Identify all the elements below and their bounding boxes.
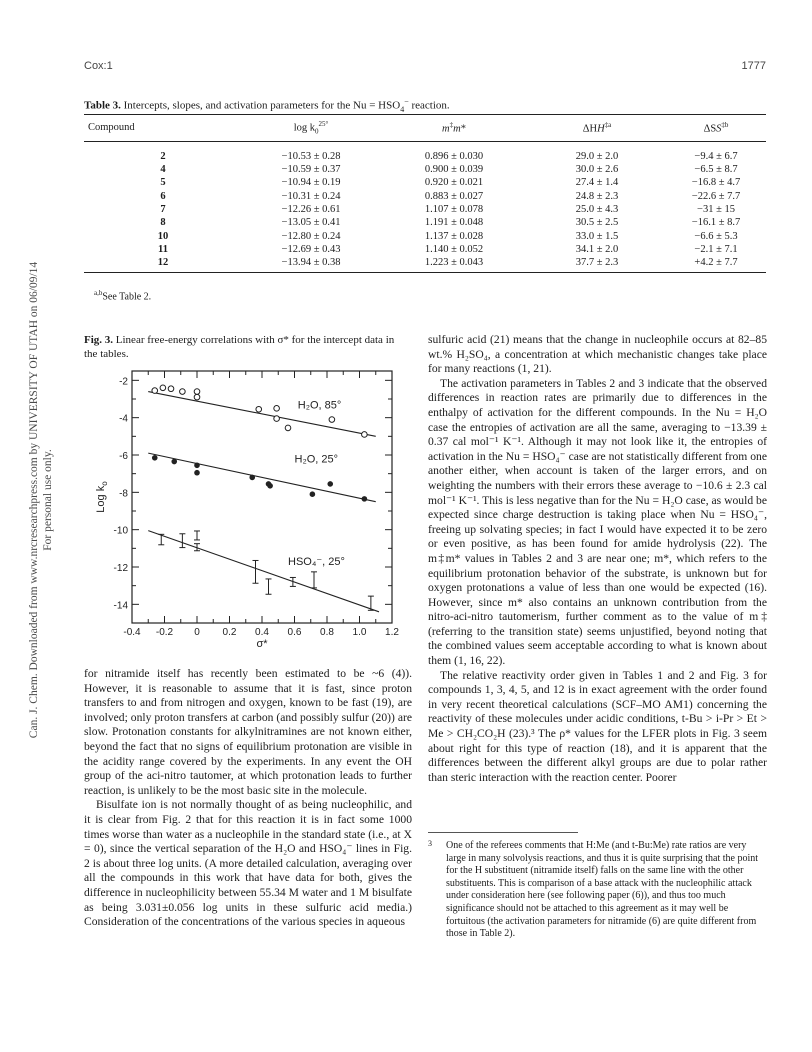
cell-compound: 12 xyxy=(84,256,242,273)
data-point xyxy=(256,406,262,412)
data-point xyxy=(285,425,291,431)
y-tick-label: -2 xyxy=(119,376,128,388)
footnote-number: 3 xyxy=(428,839,432,848)
x-tick-label: 0 xyxy=(194,627,200,638)
table-3 xyxy=(84,114,766,273)
data-point xyxy=(152,388,158,394)
cell-compound: 6 xyxy=(160,190,166,202)
table-row xyxy=(84,243,766,256)
cell-dh: 30.5 ± 2.5 xyxy=(575,217,619,229)
right-column xyxy=(428,333,767,785)
data-point xyxy=(194,462,200,468)
cell-ds: −31 ± 15 xyxy=(697,203,735,215)
cell-ds: −6.6 ± 5.3 xyxy=(694,230,738,242)
running-head: Cox:1 xyxy=(84,60,113,72)
left-column xyxy=(84,667,412,930)
cell-log-k: −12.80 ± 0.24 xyxy=(281,230,341,242)
series-label-0: H₂O, 85° xyxy=(297,399,342,412)
data-point xyxy=(327,481,333,487)
page-number: 1777 xyxy=(741,60,766,72)
data-point xyxy=(329,417,335,423)
cell-m: 1.191 ± 0.048 xyxy=(424,217,484,229)
y-tick-label: -6 xyxy=(119,451,128,462)
cell-compound: 4 xyxy=(160,164,166,176)
x-tick-label: -0.4 xyxy=(123,627,141,638)
cell-compound: 11 xyxy=(158,243,168,255)
cell-m: 0.920 ± 0.021 xyxy=(424,177,484,189)
y-tick-label: -4 xyxy=(119,413,128,425)
table-body xyxy=(84,141,766,273)
cell-m: 0.900 ± 0.039 xyxy=(424,164,484,176)
cell-compound: 2 xyxy=(160,150,166,162)
cell-dh: 34.1 ± 2.0 xyxy=(575,243,619,255)
data-point xyxy=(194,389,200,395)
data-point xyxy=(152,455,158,461)
cell-log-k: −12.26 ± 0.61 xyxy=(281,203,341,215)
cell-ds: −16.1 ± 8.7 xyxy=(691,217,741,229)
data-point xyxy=(310,491,316,497)
cell-compound: 8 xyxy=(160,217,166,229)
data-point xyxy=(362,496,368,502)
right-paragraph-2: The activation parameters in Tables 2 and 3 indicate that the observed differences in reaction rates are primarily due to differences in the enthalpy of activation for the different compounds. In the Nu = H₂O case the entropies of activation are all the same, averaging to −13.39 ± 0.37 cal mol⁻¹ K⁻¹. Although it may not look like it, the entropies of activation in the Nu = HSO₄⁻ case are not statistically different from one another either, when account is taken of the larger errors, and on weighting the numbers with their errors these average to −10.6 ± 2.3 cal mol⁻¹ K⁻¹. This is less negative than for the Nu = H₂O case, as would be expected since charge destruction is taking place when Nu = HSO₄⁻, freeing up solvating species; in fact I would have expected it to be zero or even positive, as has been found for amide hydrolysis (22). The m‡m* values in Tables 2 and 3 are near one; m*, which refers to the equilibrium protonation behavior of the substrate, is unknown but for oxygen protonations a value of less than one would be expected (16). However, since m* also contains an unknown contribution from the nitro-aci-nitro tautomerism, further comment as to the value of m‡ (referring to the transition state) seems unjustified, beyond noting that the combined values seem acceptable according to what is known about them (1, 16, 22). xyxy=(428,376,767,668)
table-caption-tail: reaction. xyxy=(408,99,450,112)
cell-dh: 33.0 ± 1.5 xyxy=(575,230,619,242)
cell-log-k: −10.94 ± 0.19 xyxy=(281,177,341,189)
figure-caption-label: Fig. 3. xyxy=(84,334,114,346)
x-tick-label: 0.4 xyxy=(255,627,269,638)
x-tick-label: 1.2 xyxy=(385,627,399,638)
table-row xyxy=(84,141,766,163)
cell-dh: 29.0 ± 2.0 xyxy=(575,150,619,162)
x-tick-label: -0.2 xyxy=(155,627,174,638)
cell-m: 1.140 ± 0.052 xyxy=(424,243,484,255)
table-row xyxy=(84,176,766,189)
col-compound: Compound xyxy=(84,115,242,142)
table-row xyxy=(84,256,766,273)
download-notice xyxy=(27,220,55,780)
col-log-k: $\log k_0^{25^\circ}$ xyxy=(242,115,380,142)
footnote-rule xyxy=(428,832,578,833)
table-row xyxy=(84,189,766,202)
cell-log-k: −10.59 ± 0.37 xyxy=(281,164,341,176)
cell-dh: 30.0 ± 2.6 xyxy=(575,164,619,176)
y-axis-label: Log $k_o$ xyxy=(95,481,109,513)
cell-ds: −22.6 ± 7.7 xyxy=(691,190,741,202)
y-axis-label-sub: o xyxy=(100,481,109,486)
data-point xyxy=(249,475,255,481)
series-label-2: HSO₄⁻, 25° xyxy=(288,556,345,569)
left-paragraph-2: Bisulfate ion is not normally thought of as being nucleophilic, and it is clear from Fig. 2 that for this reaction it is in fact some 1000 times worse than water as a nucleophile in the standard state (i.e., at X = 0), since the vertical separation of the H₂O and HSO₄⁻ lines in Fig. 2 is about three log units. (A more detailed calculation, averaging over all the compounds in this work that have data for both, gives the difference in nucleophilicity between 55.34 M water and 1 M bisulfate as being 3.031±0.056 log units in these sulfuric acid media.) Consideration of the concentrations of the various species in aqueous xyxy=(84,798,412,929)
cell-compound: 5 xyxy=(160,177,166,189)
cell-log-k: −13.05 ± 0.41 xyxy=(281,217,341,229)
cell-dh: 37.7 ± 2.3 xyxy=(528,256,666,273)
col-m: m‡m* xyxy=(380,115,528,142)
table-header-row xyxy=(84,115,766,142)
fit-line-1 xyxy=(148,453,376,502)
table-caption-text: Intercepts, slopes, and activation parameters for the Nu = HSO xyxy=(120,99,401,112)
series-label-1: H₂O, 25° xyxy=(294,453,339,466)
table-row xyxy=(84,216,766,229)
cell-ds: −6.5 ± 8.7 xyxy=(694,164,738,176)
y-tick-label: -12 xyxy=(113,563,128,574)
y-tick-label: -14 xyxy=(113,600,128,612)
cell-compound: 7 xyxy=(160,203,166,215)
cell-dh: 25.0 ± 4.3 xyxy=(575,203,619,215)
figure-caption xyxy=(84,333,409,361)
table-caption: Table 3. Intercepts, slopes, and activation parameters for the $Nu = HSO_4^-$ reaction. xyxy=(84,97,450,114)
cell-m: 1.137 ± 0.028 xyxy=(424,230,484,242)
data-point xyxy=(180,389,186,395)
cell-log-k: −13.94 ± 0.38 xyxy=(242,256,380,273)
x-tick-label: 0.6 xyxy=(287,627,302,638)
right-paragraph-1: sulfuric acid (21) means that the change in nucleophile occurs at 82–85 wt.% H₂SO₄, a concentration at which mechanistic changes take place for many reactions (1, 21). xyxy=(428,333,767,376)
x-tick-label: 1.0 xyxy=(352,627,367,638)
cell-log-k: −10.31 ± 0.24 xyxy=(281,190,341,202)
download-notice-line-2: For personal use only. xyxy=(42,449,54,551)
x-tick-label: 0.8 xyxy=(320,627,334,638)
table-row xyxy=(84,163,766,176)
right-paragraph-3: The relative reactivity order given in Tables 1 and 2 and Fig. 3 for compounds 1, 3, 4, 5, and 12 is in exact agreement with the order found in very recent theoretical calculations (SCF–MO AM1) concerning the reactivity of these molecules under acidic conditions, t-Bu > i-Pr > Et > Me > CH₂CO₂H (23).³ The ρ* values for the LFER plots in Fig. 3 seem about right for this type of reaction (18), and it is apparent that the differences between the different alkyl groups are due to polar rather than steric interaction with the reaction center. Poorer xyxy=(428,668,767,784)
data-point xyxy=(267,483,273,489)
y-tick-label: -10 xyxy=(113,525,128,537)
data-point xyxy=(194,394,200,400)
figure-3-chart xyxy=(84,365,414,655)
cell-dh: 27.4 ± 1.4 xyxy=(575,177,619,189)
table-footnote: $^{a,b}$See Table 2. xyxy=(94,289,152,303)
data-point xyxy=(274,416,280,422)
cell-dh: 24.8 ± 2.3 xyxy=(575,190,619,202)
left-paragraph-1: for nitramide itself has recently been estimated to be ~6 (4)). However, it is reasonable to assume that it is fast, since proton transfers to and from nitrogen and oxygen, known to be fast (19), are involved; only proton transfers at carbon (and possibly sulfur (20)) are slow. Protonation constants for alkylnitramines are not known either, beyond the fact that no signs of equilibrium protonation are visible in the acidity range covered by the experiments. In any event the OH group of the aci-nitro tautomer, at which protonation leads to further reaction, is unlikely to be the most basic site in the molecule. xyxy=(84,667,412,797)
x-tick-label: 0.2 xyxy=(222,627,237,638)
col-dh: ΔHH$^{\ddagger a}$ xyxy=(528,115,666,142)
table-row xyxy=(84,203,766,216)
data-point xyxy=(168,386,174,392)
cell-compound: 10 xyxy=(157,230,169,242)
footnote-text: One of the referees comments that H:Me (and t-Bu:Me) rate ratios are very large in many solvolysis reactions, and thus it is quite surprising that the point for the H substituent (nitramide itself) falls on the same line with the other substituents. This is comparison of a base attack with the nucleophilic attack under consideration here (see following paper (6)), and thus too much significance should not be attached to this agreement as it may well be fortuitous (the activation parameters for nitramide (6) are quite different from those in Table 2). xyxy=(446,840,759,940)
data-point xyxy=(274,406,280,412)
cell-log-k: −12.69 ± 0.43 xyxy=(281,243,341,255)
cell-m: 0.883 ± 0.027 xyxy=(424,190,484,202)
col-ds: ΔSS$^{\ddagger b}$ xyxy=(666,115,766,142)
cell-ds: −16.8 ± 4.7 xyxy=(691,177,741,189)
data-point xyxy=(194,470,200,476)
cell-ds: +4.2 ± 7.7 xyxy=(666,256,766,273)
cell-m: 1.107 ± 0.078 xyxy=(424,203,484,215)
table-caption-label: Table 3. xyxy=(84,99,121,112)
data-point xyxy=(160,385,166,391)
data-point xyxy=(362,432,368,438)
cell-log-k: −10.53 ± 0.28 xyxy=(281,150,341,162)
footnote xyxy=(428,840,767,941)
figure-caption-text: Linear free-energy correlations with σ* for the intercept data in the tables. xyxy=(84,334,395,360)
cell-m: 1.223 ± 0.043 xyxy=(380,256,528,273)
x-axis-label: σ* xyxy=(256,638,268,650)
cell-ds: −2.1 ± 7.1 xyxy=(694,243,738,255)
download-notice-line-1: Can. J. Chem. Downloaded from www.nrcresearchpress.com by UNIVERSITY OF UTAH on 06/09/14 xyxy=(28,261,40,739)
fit-line-0 xyxy=(148,392,376,437)
data-point xyxy=(171,459,177,465)
table-row xyxy=(84,229,766,242)
cell-ds: −9.4 ± 6.7 xyxy=(694,150,738,162)
y-tick-label: -8 xyxy=(119,488,128,500)
cell-m: 0.896 ± 0.030 xyxy=(424,150,484,162)
